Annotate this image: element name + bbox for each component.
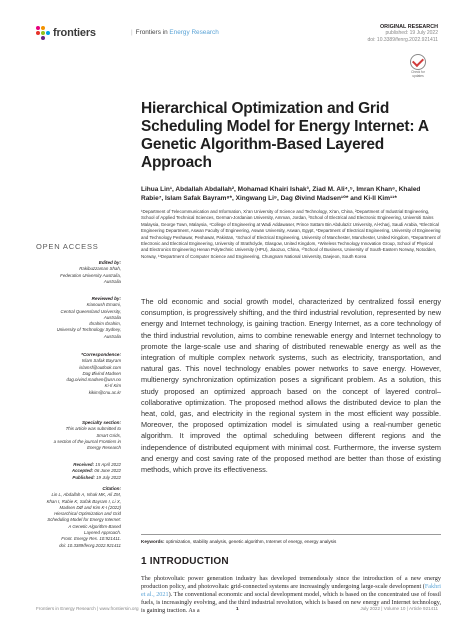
- correspondent-name: Ki-Il Kim: [104, 383, 121, 389]
- citation: [36, 486, 121, 549]
- reviewer-name: Kianoush Emami,: [86, 302, 121, 308]
- correspondence: [36, 352, 121, 396]
- citation-line: Layered Approach.: [84, 530, 121, 536]
- editor-affiliation: Federation University Australia,: [60, 272, 121, 278]
- received-date: 15 April 2022: [95, 462, 121, 467]
- intro-text: The photovoltaic power generation industry has developed tremendously since the introduction of a new energy production policy, and photovoltaic grid-connected systems are increasingly undergoing large-scale development (: [141, 575, 441, 590]
- citation-line: Madsen DØ and Kim K-I (2022): [59, 504, 121, 510]
- journal-title: Energy Research: [169, 29, 219, 36]
- brand-name: frontiers: [53, 27, 96, 39]
- editor-country: Australia: [103, 278, 121, 284]
- affiliations: ¹Department of Telecommunication and Information, Xi'an University of Science and Technology, Xi'an, China, ²Department of Industrial Engineering, School of Applied Technical Sciences, German-Jordanian University, Amman, Jordan, ³School of Electrical and Electronic Engineering, Universiti Sains Malaysia, George Town, Malaysia, ⁴College of Engineering at Wadi Addawaser, Prince Sattam Bin Abdulaziz University, Al-Kharj, Saudi Arabia, ⁵Electrical Engineering Department, Aswan Faculty of Engineering, Aswan University, Aswan, Egypt, ⁶Department of Electrical Engineering, University of Engineering and Technology Peshawar, Peshawar, Pakistan, ⁷School of Electrical Engineering, University of Manchester, Manchester, United Kingdom, ⁸Department of Electronic and Electrical Engineering, University of Strathclyde, Glasgow, United Kingdom, ⁹Wireless Technology Innovation Group, School of Physical and Electronics Engineering Henan Polytechnic University (HPU), Jiaozuo, China, ¹⁰School of Business, University of South-Eastern Norway, Notodden, Norway, ¹¹Department of Computer Science and Engineering, Chungnam National University, Daejeon, South Korea: [141, 209, 441, 259]
- article-dates: [36, 462, 121, 481]
- author-list: Lihua Lin¹, Abdallah Abdallah², Mohamad Khairi Ishak³, Ziad M. Ali⁴,⁵, Imran Khan⁶, Khaled Rabie⁷, Islam Safak Bayram⁸*, Xingwang Li⁹, Dag Øivind Madsen¹⁰* and Ki-Il Kim¹¹*: [141, 186, 421, 202]
- citation-line: A Genetic Algorithm-Based: [68, 523, 121, 529]
- correspondent-name: Dag Øivind Madsen: [82, 370, 121, 376]
- sidebar-published-date: 19 July 2022: [96, 474, 121, 480]
- keywords-list: optimization, stability analysis, genetic algorithm, Internet of energy, energy analysis: [165, 539, 337, 544]
- check-label: Check for updates: [411, 70, 425, 78]
- section-heading: 1 INTRODUCTION: [141, 556, 229, 567]
- specialty-line: a section of the journal Frontiers in: [53, 438, 121, 444]
- check-for-updates-button[interactable]: [408, 54, 428, 80]
- footer-journal[interactable]: Frontiers in Energy Research | www.frontiersin.org: [36, 606, 139, 611]
- correspondent-email[interactable]: islamsf@outlook.com: [79, 364, 121, 370]
- intro-text: ). The conventional economic and social development model, which is based on the concentrated use of fossil fuels, is increasingly evolving, and the third industrial revolution, which is based on new energy and Internet technology, is gaining traction. As a: [141, 590, 442, 614]
- citation-label: Citation:: [102, 486, 121, 491]
- page-header: [36, 24, 438, 78]
- article-title: Hierarchical Optimization and Grid Scheduling Model for Energy Internet: A Genetic Algorithm-Based Layered Approach: [141, 100, 429, 171]
- correspondence-label: *Correspondence:: [81, 352, 121, 357]
- keywords-label: Keywords:: [141, 539, 165, 544]
- published-label: Published:: [72, 474, 95, 480]
- reviewed-by: [36, 296, 121, 340]
- page-number: 1: [236, 606, 239, 611]
- editor-name: Rakibuzzaman Shah,: [79, 266, 121, 272]
- reviewer-name: Ibrahim Ibrahim,: [89, 321, 121, 327]
- keywords: [141, 539, 441, 544]
- divider: [141, 534, 441, 535]
- reviewer-country: Australia: [103, 333, 121, 339]
- citation-line: Hierarchical Optimization and Grid: [54, 511, 121, 517]
- specialty-line: Smart Grids,: [96, 432, 121, 438]
- abstract: The old economic and social growth model, characterized by centralized fossil energy consumption, is progressively shifting, and the third industrial revolution, represented by new energy and Internet technology, is gaining traction. Energy Internet, as a core technology of the third industrial revolution, aims to combine renewable energy and Internet technology to promote the large-scale use and sharing of distributed renewable energy as well as the integration of multiple complex network systems, such as electricity, transportation, and natural gas. This novel technology enables power networks to save energy. However, multienergy synchronization optimization poses a significant problem. As a solution, this study proposed an optimized approach based on the concept of layered control–collaborative optimization. The proposed method allows the distributed device to plan the heat, cold, gas, and electricity in the regional system in the most efficient way possible. Moreover, the proposed optimization model is simulated using a real-number genetic algorithm. It improved the optimal scheduling between different regions and the independence of distributed equipment with minimal cost. Furthermore, the inverse system and energy and cost saving rate of the proposed method are better than those of existing methods, which prove its effectiveness.: [141, 297, 441, 475]
- check-icon: [410, 54, 426, 70]
- reviewer-affiliation: University of Technology Sydney,: [56, 327, 121, 333]
- citation-line: Front. Energy Res. 10:921411.: [61, 536, 121, 542]
- open-access-label: OPEN ACCESS: [36, 242, 99, 251]
- correspondent-email[interactable]: dag.oivind.madsen@usn.no: [66, 377, 121, 383]
- citation-line: Khan I, Rabie K, Safak Bayram I, Li X,: [46, 498, 121, 504]
- reviewed-by-label: Reviewed by:: [91, 296, 121, 301]
- article-meta: [367, 24, 438, 43]
- accepted-label: Accepted:: [71, 468, 94, 474]
- reviewer-country: Australia: [103, 314, 121, 320]
- specialty-section: [36, 420, 121, 451]
- citation-line: Scheduling Model for Energy Internet:: [47, 517, 121, 523]
- edited-by: [36, 260, 121, 285]
- accepted-date: 06 June 2022: [94, 468, 121, 474]
- correspondent-name: Islam Safak Bayram: [81, 358, 121, 364]
- article-type: ORIGINAL RESEARCH: [379, 24, 438, 30]
- specialty-label: Specialty section:: [81, 420, 121, 425]
- journal-name[interactable]: | Frontiers in Energy Research: [131, 29, 219, 36]
- citation-line: Lin L, Abdallah A, Ishak MK, Ali ZM,: [51, 492, 121, 498]
- frontiers-logo[interactable]: [36, 26, 96, 40]
- received-label: Received:: [73, 462, 95, 467]
- citation-link[interactable]: Fakhri et al., 2021: [141, 582, 441, 598]
- correspondent-email[interactable]: kikim@cnu.ac.kr: [88, 389, 121, 395]
- edited-by-label: Edited by:: [98, 260, 121, 265]
- journal-prefix: Frontiers in: [135, 29, 168, 36]
- footer-volume: July 2022 | Volume 10 | Article 921411: [360, 606, 438, 611]
- frontiers-logo-icon: [36, 26, 50, 40]
- doi[interactable]: doi: 10.3389/fenrg.2022.921411: [367, 36, 438, 43]
- specialty-line: Energy Research: [87, 445, 121, 451]
- citation-doi[interactable]: doi: 10.3389/fenrg.2022.921411: [59, 542, 121, 548]
- specialty-line: This article was submitted to: [65, 426, 121, 432]
- published-date: published: 19 July 2022: [385, 30, 438, 37]
- reviewer-affiliation: Central Queensland University,: [60, 308, 121, 314]
